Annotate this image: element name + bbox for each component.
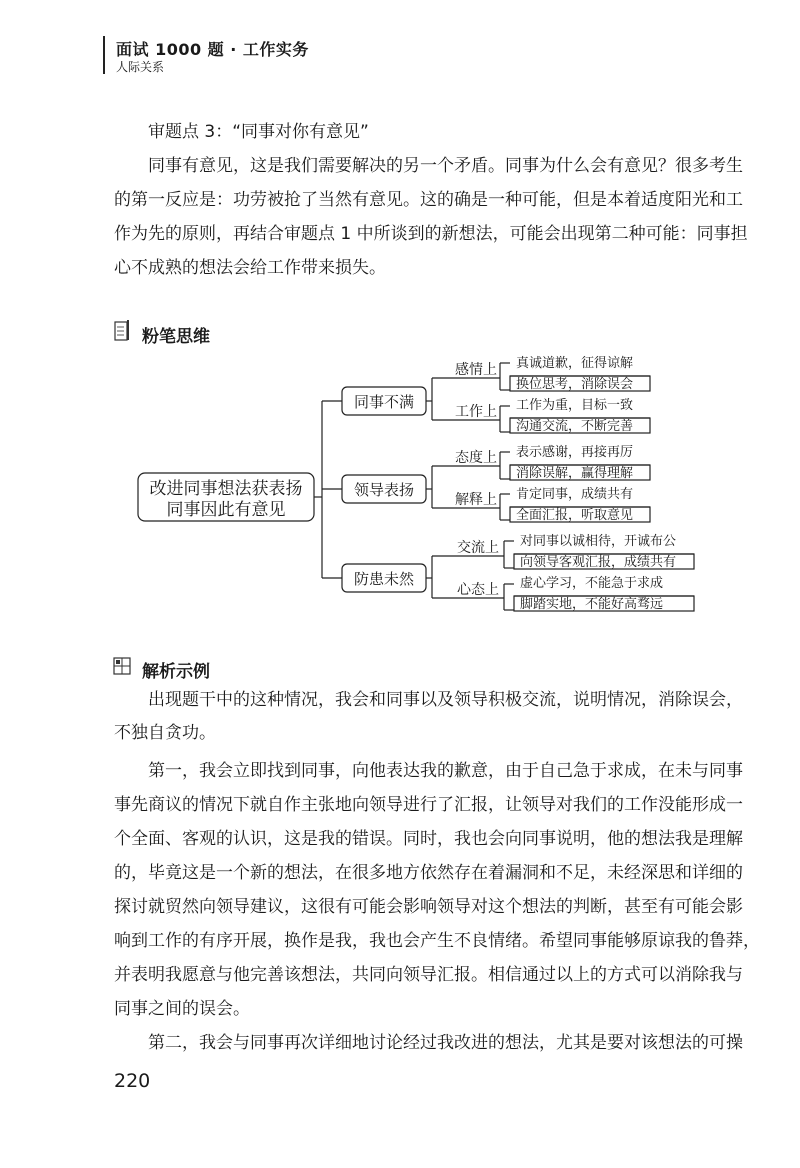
leaf-text: 脚踏实地，不能好高骛远 (520, 597, 664, 612)
intro-line: 心不成熟的想法会给工作带来损失。 (114, 258, 386, 278)
leaf-text: 工作为重，目标一致 (516, 398, 634, 413)
analysis-line: 并表明我愿意与他完善该想法，共同向领导汇报。相信通过以上的方式可以消除我与 (114, 965, 743, 985)
leaf-text: 全面汇报，听取意见 (516, 508, 634, 523)
sub-label: 工作上 (455, 404, 497, 420)
analysis-line: 出现题干中的这种情况，我会和同事以及领导积极交流，说明情况，消除误会， (148, 690, 743, 710)
leaf-text: 沟通交流，不断完善 (516, 419, 634, 434)
leaf-text: 消除误解，赢得理解 (516, 466, 634, 481)
leaf-text: 换位思考，消除误会 (516, 377, 634, 392)
leaf-text: 表示感谢，再接再厉 (516, 445, 634, 460)
sub-label: 心态上 (457, 582, 499, 598)
analysis-line: 同事之间的误会。 (114, 999, 250, 1019)
mindmap-section-title: 粉笔思维 (142, 327, 210, 347)
book-title: 面试 1000 题 · 工作实务 (116, 40, 309, 59)
leaf-text: 向领导客观汇报，成绩共有 (520, 555, 677, 570)
leaf-text: 肯定同事，成绩共有 (516, 487, 634, 502)
analysis-line: 响到工作的有序开展，换作是我，我也会产生不良情绪。希望同事能够原谅我的鲁莽， (114, 931, 760, 951)
analysis-section-title: 解析示例 (142, 662, 210, 682)
page-number: 220 (114, 1070, 151, 1092)
intro-line: 作为先的原则，再结合审题点 1 中所谈到的新想法，可能会出现第二种可能：同事担 (114, 224, 748, 244)
analysis-line: 不独自贪功。 (114, 723, 216, 743)
sub-label: 交流上 (457, 540, 499, 556)
branch-label: 防患未然 (353, 570, 415, 588)
analysis-line: 探讨就贸然向领导建议，这很有可能会影响领导对这个想法的判断，甚至有可能会影 (114, 897, 743, 917)
branch-label: 同事不满 (353, 393, 415, 411)
intro-line: 的第一反应是：功劳被抢了当然有意见。这的确是一种可能，但是本着适度阳光和工 (114, 190, 743, 210)
sub-label: 态度上 (455, 450, 497, 466)
chapter-subtitle: 人际关系 (116, 60, 165, 74)
leaf-text: 对同事以诚相待，开诚布公 (520, 534, 677, 549)
analysis-line: 个全面、客观的认识，这是我的错误。同时，我也会向同事说明，他的想法我是理解 (114, 829, 743, 849)
leaf-text: 虚心学习，不能急于求成 (520, 576, 664, 591)
root-line-1: 改进同事想法获表扬 (149, 479, 303, 499)
sub-label: 感情上 (455, 362, 497, 378)
root-line-2: 同事因此有意见 (166, 500, 286, 520)
analysis-icon (112, 655, 134, 677)
branch-label: 领导表扬 (353, 481, 415, 499)
analysis-line: 事先商议的情况下就自作主张地向领导进行了汇报，让领导对我们的工作没能形成一 (114, 795, 743, 815)
intro-line: 同事有意见，这是我们需要解决的另一个矛盾。同事为什么会有意见？很多考生 (148, 156, 743, 176)
review-point-title: 审题点 3：“同事对你有意见” (148, 122, 369, 142)
analysis-line: 的，毕竟这是一个新的想法，在很多地方依然存在着漏洞和不足，未经深思和详细的 (114, 863, 743, 883)
analysis-line: 第二，我会与同事再次详细地讨论经过我改进的想法，尤其是要对该想法的可操 (148, 1033, 743, 1053)
sub-label: 解释上 (455, 492, 497, 508)
leaf-text: 真诚道歉，征得谅解 (516, 356, 634, 371)
analysis-line: 第一，我会立即找到同事，向他表达我的歉意，由于自己急于求成，在未与同事 (148, 761, 743, 781)
